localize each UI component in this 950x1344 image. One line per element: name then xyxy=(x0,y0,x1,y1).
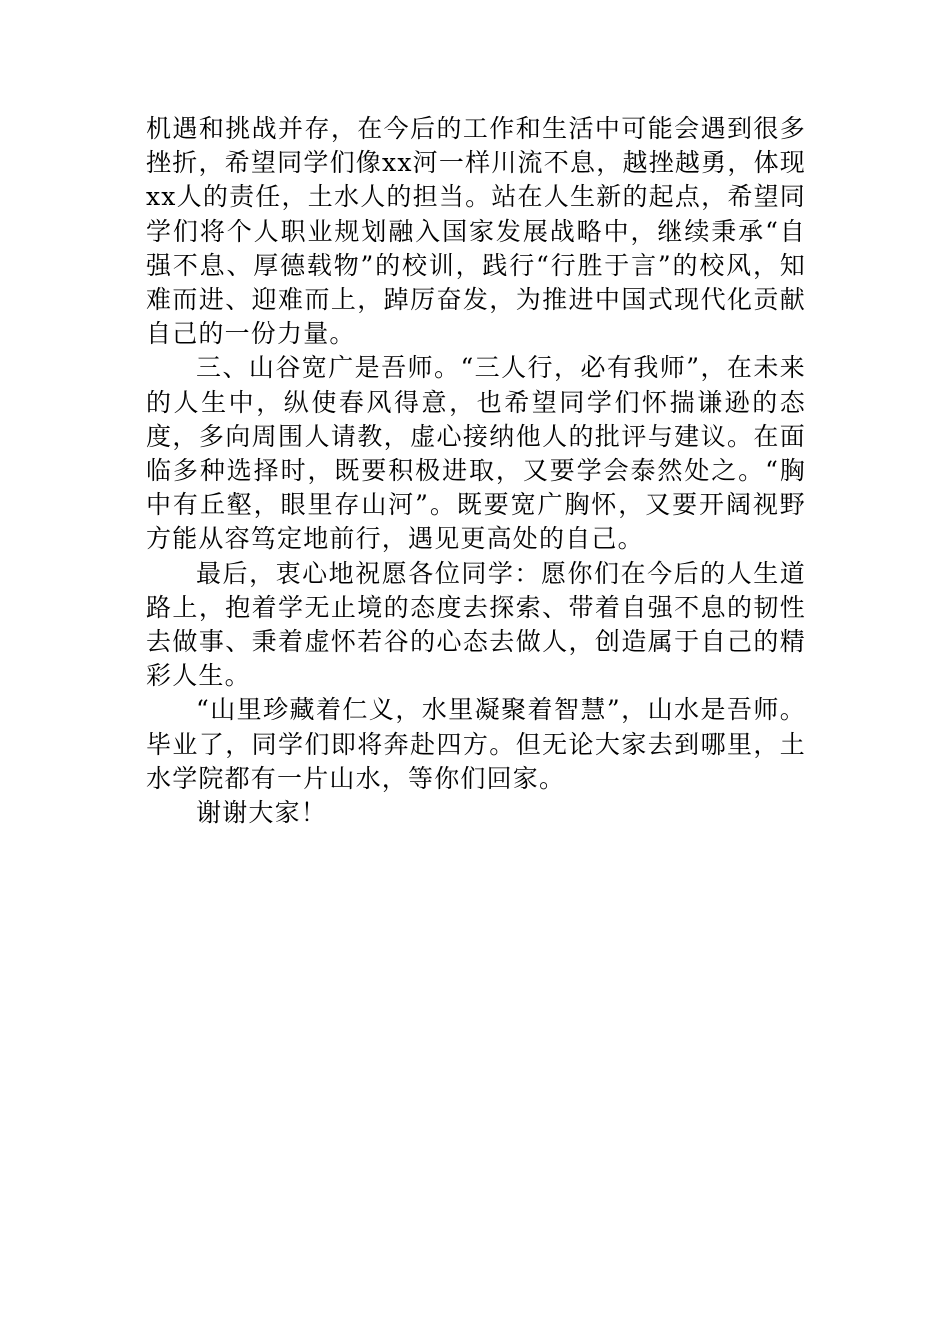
paragraph-mountains-waters: “山里珍藏着仁义，水里凝聚着智慧”，山水是吾师。毕业了，同学们即将奔赴四方。但无论大家去到哪里，土水学院都有一片山水，等你们回家。 xyxy=(146,695,806,793)
paragraph-opportunities: 机遇和挑战并存，在今后的工作和生活中可能会遇到很多挫折，希望同学们像xx河一样川流不息，越挫越勇，体现xx人的责任，土水人的担当。站在人生新的起点，希望同学们将个人职业规划融入国家发展战略中，继续秉承“自强不息、厚德载物”的校训，践行“行胜于言”的校风，知难而进、迎难而上，踔厉奋发，为推进中国式现代化贡献自己的一份力量。 xyxy=(146,114,806,349)
document-body xyxy=(146,112,806,830)
paragraph-mountain-valley: 三、山谷宽广是吾师。“三人行，必有我师”，在未来的人生中，纵使春风得意，也希望同学们怀揣谦逊的态度，多向周围人请教，虚心接纳他人的批评与建议。在面临多种选择时，既要积极进取，又要学会泰然处之。“胸中有丘壑，眼里存山河”。既要宽广胸怀，又要开阔视野方能从容笃定地前行，遇见更高处的自己。 xyxy=(146,353,806,554)
paragraph-thanks: 谢谢大家！ xyxy=(196,798,328,828)
paragraph-final-wishes: 最后，衷心地祝愿各位同学：愿你们在今后的人生道路上，抱着学无止境的态度去探索、带着自强不息的韧性去做事、秉着虚怀若谷的心态去做人，创造属于自己的精彩人生。 xyxy=(146,558,806,691)
